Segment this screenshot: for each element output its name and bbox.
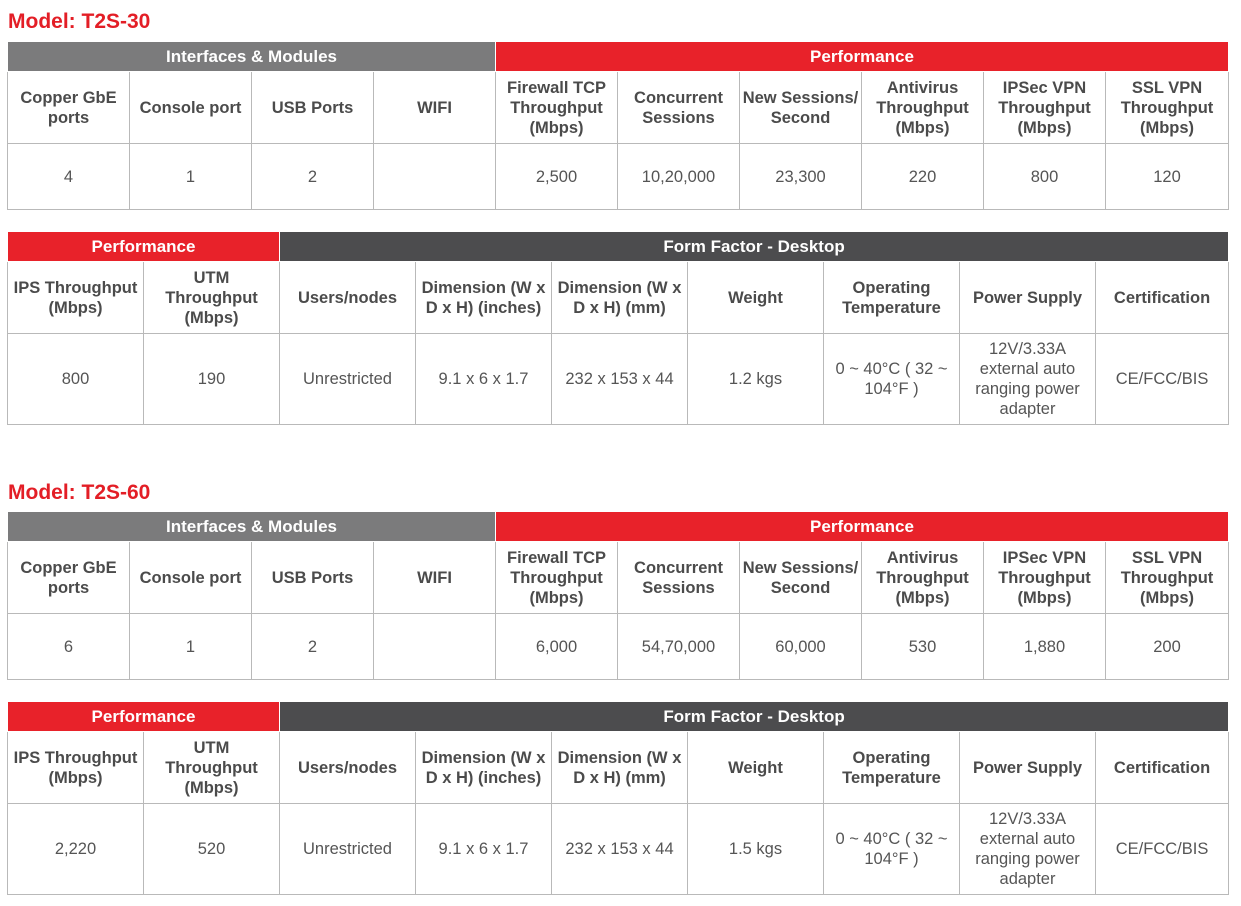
group-header-performance: Performance	[496, 42, 1229, 72]
table-cell: 2,220	[8, 804, 144, 895]
column-header: Antivirus Throughput (Mbps)	[862, 542, 984, 614]
column-header: USB Ports	[252, 542, 374, 614]
column-header: New Sessions/ Second	[740, 72, 862, 144]
column-header: Copper GbE ports	[8, 542, 130, 614]
column-header: WIFI	[374, 72, 496, 144]
table-cell: 520	[144, 804, 280, 895]
group-header-form-factor: Form Factor - Desktop	[280, 232, 1229, 262]
column-header: SSL VPN Throughput (Mbps)	[1106, 72, 1229, 144]
table-cell: 200	[1106, 614, 1229, 680]
column-header: USB Ports	[252, 72, 374, 144]
group-header-performance: Performance	[496, 512, 1229, 542]
table-cell: 6,000	[496, 614, 618, 680]
table-cell: 800	[984, 144, 1106, 210]
performance-formfactor-table	[7, 701, 1229, 895]
table-cell: 2	[252, 144, 374, 210]
table-cell: 0 ~ 40°C ( 32 ~ 104°F )	[824, 804, 960, 895]
column-header: Dimension (W x D x H) (mm)	[552, 262, 688, 334]
column-header: IPS Throughput (Mbps)	[8, 262, 144, 334]
column-header: UTM Throughput (Mbps)	[144, 262, 280, 334]
column-header: Weight	[688, 262, 824, 334]
column-header: Power Supply	[960, 262, 1096, 334]
model-title: Model: T2S-30	[8, 10, 151, 33]
table-cell: 12V/3.33A external auto ranging power adapter	[960, 334, 1096, 425]
column-header: Console port	[130, 72, 252, 144]
column-header: New Sessions/ Second	[740, 542, 862, 614]
table-cell: 9.1 x 6 x 1.7	[416, 804, 552, 895]
table-cell: 1,880	[984, 614, 1106, 680]
column-header: Console port	[130, 542, 252, 614]
column-header: Weight	[688, 732, 824, 804]
table-cell: 23,300	[740, 144, 862, 210]
column-header: SSL VPN Throughput (Mbps)	[1106, 542, 1229, 614]
interfaces-performance-table	[7, 511, 1229, 680]
column-header: IPS Throughput (Mbps)	[8, 732, 144, 804]
group-header-interfaces: Interfaces & Modules	[8, 512, 496, 542]
table-cell: 190	[144, 334, 280, 425]
column-header: Certification	[1096, 732, 1229, 804]
column-header: IPSec VPN Throughput (Mbps)	[984, 72, 1106, 144]
column-header: WIFI	[374, 542, 496, 614]
group-header-interfaces: Interfaces & Modules	[8, 42, 496, 72]
group-header-performance: Performance	[8, 232, 280, 262]
column-header: Dimension (W x D x H) (inches)	[416, 262, 552, 334]
table-cell	[374, 144, 496, 210]
column-header: Users/nodes	[280, 732, 416, 804]
column-header: Users/nodes	[280, 262, 416, 334]
column-header: Copper GbE ports	[8, 72, 130, 144]
table-cell: 530	[862, 614, 984, 680]
table-cell: 4	[8, 144, 130, 210]
table-cell: Unrestricted	[280, 334, 416, 425]
column-header: Dimension (W x D x H) (mm)	[552, 732, 688, 804]
table-cell: 54,70,000	[618, 614, 740, 680]
column-header: Operating Temperature	[824, 262, 960, 334]
table-cell: 220	[862, 144, 984, 210]
column-header: Antivirus Throughput (Mbps)	[862, 72, 984, 144]
table-cell	[374, 614, 496, 680]
column-header: Concurrent Sessions	[618, 72, 740, 144]
table-cell: 1	[130, 144, 252, 210]
table-cell: 10,20,000	[618, 144, 740, 210]
column-header: Operating Temperature	[824, 732, 960, 804]
column-header: Power Supply	[960, 732, 1096, 804]
table-cell: 60,000	[740, 614, 862, 680]
table-cell: 2	[252, 614, 374, 680]
column-header: Firewall TCP Throughput (Mbps)	[496, 72, 618, 144]
table-cell: Unrestricted	[280, 804, 416, 895]
table-cell: 1	[130, 614, 252, 680]
column-header: Firewall TCP Throughput (Mbps)	[496, 542, 618, 614]
column-header: Certification	[1096, 262, 1229, 334]
column-header: Concurrent Sessions	[618, 542, 740, 614]
table-cell: 0 ~ 40°C ( 32 ~ 104°F )	[824, 334, 960, 425]
table-cell: 12V/3.33A external auto ranging power adapter	[960, 804, 1096, 895]
group-header-form-factor: Form Factor - Desktop	[280, 702, 1229, 732]
table-cell: 232 x 153 x 44	[552, 334, 688, 425]
table-cell: 1.5 kgs	[688, 804, 824, 895]
column-header: IPSec VPN Throughput (Mbps)	[984, 542, 1106, 614]
table-cell: 2,500	[496, 144, 618, 210]
group-header-performance: Performance	[8, 702, 280, 732]
interfaces-performance-table	[7, 41, 1229, 210]
table-cell: 9.1 x 6 x 1.7	[416, 334, 552, 425]
column-header: Dimension (W x D x H) (inches)	[416, 732, 552, 804]
table-cell: 232 x 153 x 44	[552, 804, 688, 895]
model-title: Model: T2S-60	[8, 481, 151, 504]
column-header: UTM Throughput (Mbps)	[144, 732, 280, 804]
table-cell: 800	[8, 334, 144, 425]
table-cell: 6	[8, 614, 130, 680]
table-cell: CE/FCC/BIS	[1096, 804, 1229, 895]
table-cell: 1.2 kgs	[688, 334, 824, 425]
table-cell: 120	[1106, 144, 1229, 210]
performance-formfactor-table	[7, 231, 1229, 425]
table-cell: CE/FCC/BIS	[1096, 334, 1229, 425]
